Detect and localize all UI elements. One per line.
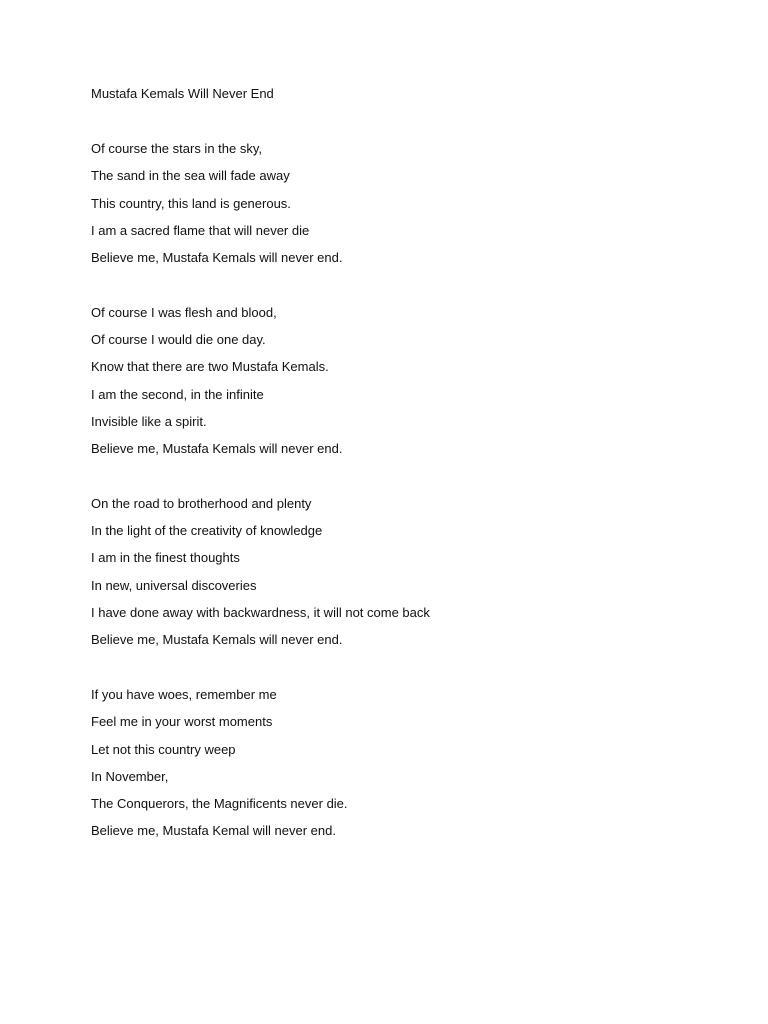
stanza-spacer xyxy=(91,659,731,686)
poem-line: The Conquerors, the Magnificents never die. xyxy=(91,796,348,812)
stanza-3 xyxy=(91,495,731,659)
stanza-2 xyxy=(91,304,731,468)
stanza-1 xyxy=(91,140,731,276)
poem-line: Of course I would die one day. xyxy=(91,332,266,348)
poem-line: Believe me, Mustafa Kemals will never end. xyxy=(91,441,343,457)
poem-line: Know that there are two Mustafa Kemals. xyxy=(91,359,329,375)
poem-line: Believe me, Mustafa Kemals will never end. xyxy=(91,250,343,266)
poem-line: In the light of the creativity of knowledge xyxy=(91,523,323,539)
stanza-spacer xyxy=(91,276,731,303)
poem-line: On the road to brotherhood and plenty xyxy=(91,495,312,511)
poem-line: I am a sacred flame that will never die xyxy=(91,222,310,238)
poem-body xyxy=(91,85,731,850)
poem-line: Believe me, Mustafa Kemals will never end. xyxy=(91,632,343,648)
poem-line: If you have woes, remember me xyxy=(91,686,277,702)
poem-line: Feel me in your worst moments xyxy=(91,714,273,730)
poem-line: Let not this country weep xyxy=(91,741,236,757)
poem-title: Mustafa Kemals Will Never End xyxy=(91,86,274,101)
poem-line: Of course the stars in the sky, xyxy=(91,141,262,156)
poem-line: This country, this land is generous. xyxy=(91,195,291,211)
poem-line: Invisible like a spirit. xyxy=(91,413,207,429)
poem-line: I have done away with backwardness, it will not come back xyxy=(91,605,430,621)
poem-line: In November, xyxy=(91,768,169,784)
title-spacer xyxy=(91,103,731,140)
poem-line: I am in the finest thoughts xyxy=(91,550,240,566)
poem-line: The sand in the sea will fade away xyxy=(91,168,290,184)
poem-line: Of course I was flesh and blood, xyxy=(91,304,277,320)
poem-line: I am the second, in the infinite xyxy=(91,386,264,402)
poem-line: Believe me, Mustafa Kemal will never end. xyxy=(91,823,336,839)
stanza-4 xyxy=(91,686,731,850)
poem-line: In new, universal discoveries xyxy=(91,577,257,593)
stanza-spacer xyxy=(91,468,731,495)
